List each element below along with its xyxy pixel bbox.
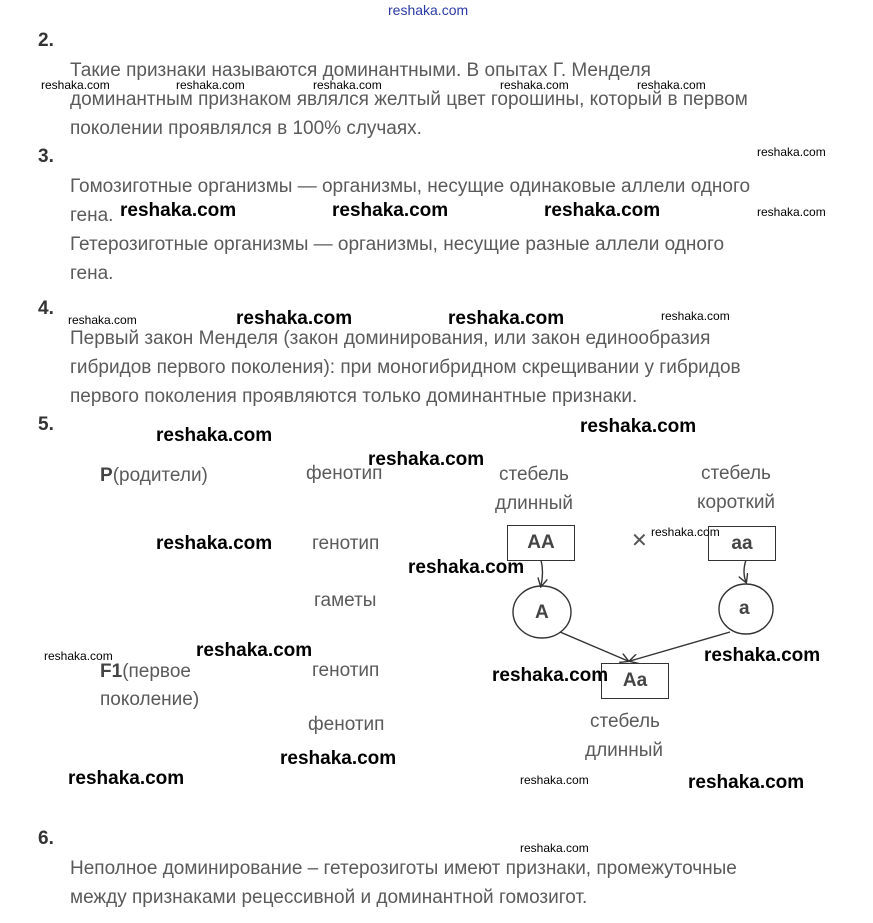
watermark: reshaka.com xyxy=(688,772,805,793)
watermark: reshaka.com xyxy=(520,841,589,855)
watermark: reshaka.com xyxy=(41,78,110,92)
top-watermark: reshaka.com xyxy=(388,2,469,18)
watermark: reshaka.com xyxy=(757,145,826,159)
watermark: reshaka.com xyxy=(156,425,273,446)
paragraph-line: поколении проявлялся в 100% случаях. xyxy=(70,118,422,139)
watermark: reshaka.com xyxy=(236,308,353,329)
f1-genotype-row-label: генотип xyxy=(312,660,380,681)
genotype-row-label: генотип xyxy=(312,533,380,554)
f1-phenotype-row-label: фенотип xyxy=(308,714,385,735)
section-number: 5. xyxy=(38,414,54,435)
gametes-row-label: гаметы xyxy=(314,590,377,611)
watermark: reshaka.com xyxy=(332,200,449,221)
f1-label: F1(первое xyxy=(100,661,191,682)
gamete1-label: A xyxy=(535,602,549,623)
parent2-phenotype: короткий xyxy=(697,492,776,513)
watermark: reshaka.com xyxy=(408,557,525,578)
paragraph-line: Такие признаки называются доминантными. В опытах Г. Менделя xyxy=(70,60,651,81)
paragraph-line: Гетерозиготные организмы — организмы, несущие разные аллели одного xyxy=(70,234,725,255)
paragraph-line: Первый закон Менделя (закон доминирования, или закон единообразия xyxy=(70,328,711,349)
paragraph-line: Гомозиготные организмы — организмы, несущие одинаковые аллели одного xyxy=(70,176,751,197)
watermark: reshaka.com xyxy=(651,525,720,539)
gamete2-label: a xyxy=(739,598,750,619)
section-number: 3. xyxy=(38,146,54,167)
parents-label: P(родители) xyxy=(100,465,208,486)
parent1-genotype-box: AA xyxy=(507,525,575,561)
f1-phenotype: длинный xyxy=(585,740,664,761)
paragraph-line: доминантным признаком являлся желтый цвет горошины, который в первом xyxy=(70,89,748,110)
watermark: reshaka.com xyxy=(68,313,137,327)
watermark: reshaka.com xyxy=(492,665,609,686)
watermark: reshaka.com xyxy=(661,309,730,323)
section-number: 4. xyxy=(38,298,54,319)
cross-icon: ✕ xyxy=(631,530,648,552)
watermark: reshaka.com xyxy=(448,308,565,329)
watermark: reshaka.com xyxy=(176,78,245,92)
parent1-phenotype: длинный xyxy=(495,493,574,514)
f1-genotype-box: Aa xyxy=(601,663,669,699)
paragraph-line: гибридов первого поколения): при моногибридном скрещивании у гибридов xyxy=(70,357,741,378)
watermark: reshaka.com xyxy=(637,78,706,92)
paragraph-line: Неполное доминирование – гетерозиготы имеют признаки, промежуточные xyxy=(70,858,737,879)
section-number: 2. xyxy=(38,30,54,51)
f1-phenotype: стебель xyxy=(590,711,660,732)
watermark: reshaka.com xyxy=(544,200,661,221)
parent2-genotype-box: aa xyxy=(708,526,776,561)
watermark: reshaka.com xyxy=(313,78,382,92)
parent2-phenotype: стебель xyxy=(701,463,771,484)
watermark: reshaka.com xyxy=(520,773,589,787)
parent1-phenotype: стебель xyxy=(499,464,569,485)
watermark: reshaka.com xyxy=(44,649,113,663)
watermark: reshaka.com xyxy=(196,640,313,661)
watermark: reshaka.com xyxy=(280,748,397,769)
watermark: reshaka.com xyxy=(580,416,697,437)
phenotype-row-label: фенотип xyxy=(306,463,383,484)
watermark: reshaka.com xyxy=(68,768,185,789)
paragraph-line: между признаками рецессивной и доминантной гомозигот. xyxy=(70,887,588,908)
watermark: reshaka.com xyxy=(120,200,237,221)
paragraph-line: гена. xyxy=(70,263,114,284)
section-number: 6. xyxy=(38,828,54,849)
f1-label-line2: поколение) xyxy=(100,689,200,710)
paragraph-line: гена. xyxy=(70,205,114,226)
watermark: reshaka.com xyxy=(757,205,826,219)
watermark: reshaka.com xyxy=(368,449,485,470)
paragraph-line: первого поколения проявляются только доминантные признаки. xyxy=(70,386,638,407)
watermark: reshaka.com xyxy=(156,533,273,554)
watermark: reshaka.com xyxy=(704,645,821,666)
watermark: reshaka.com xyxy=(500,78,569,92)
